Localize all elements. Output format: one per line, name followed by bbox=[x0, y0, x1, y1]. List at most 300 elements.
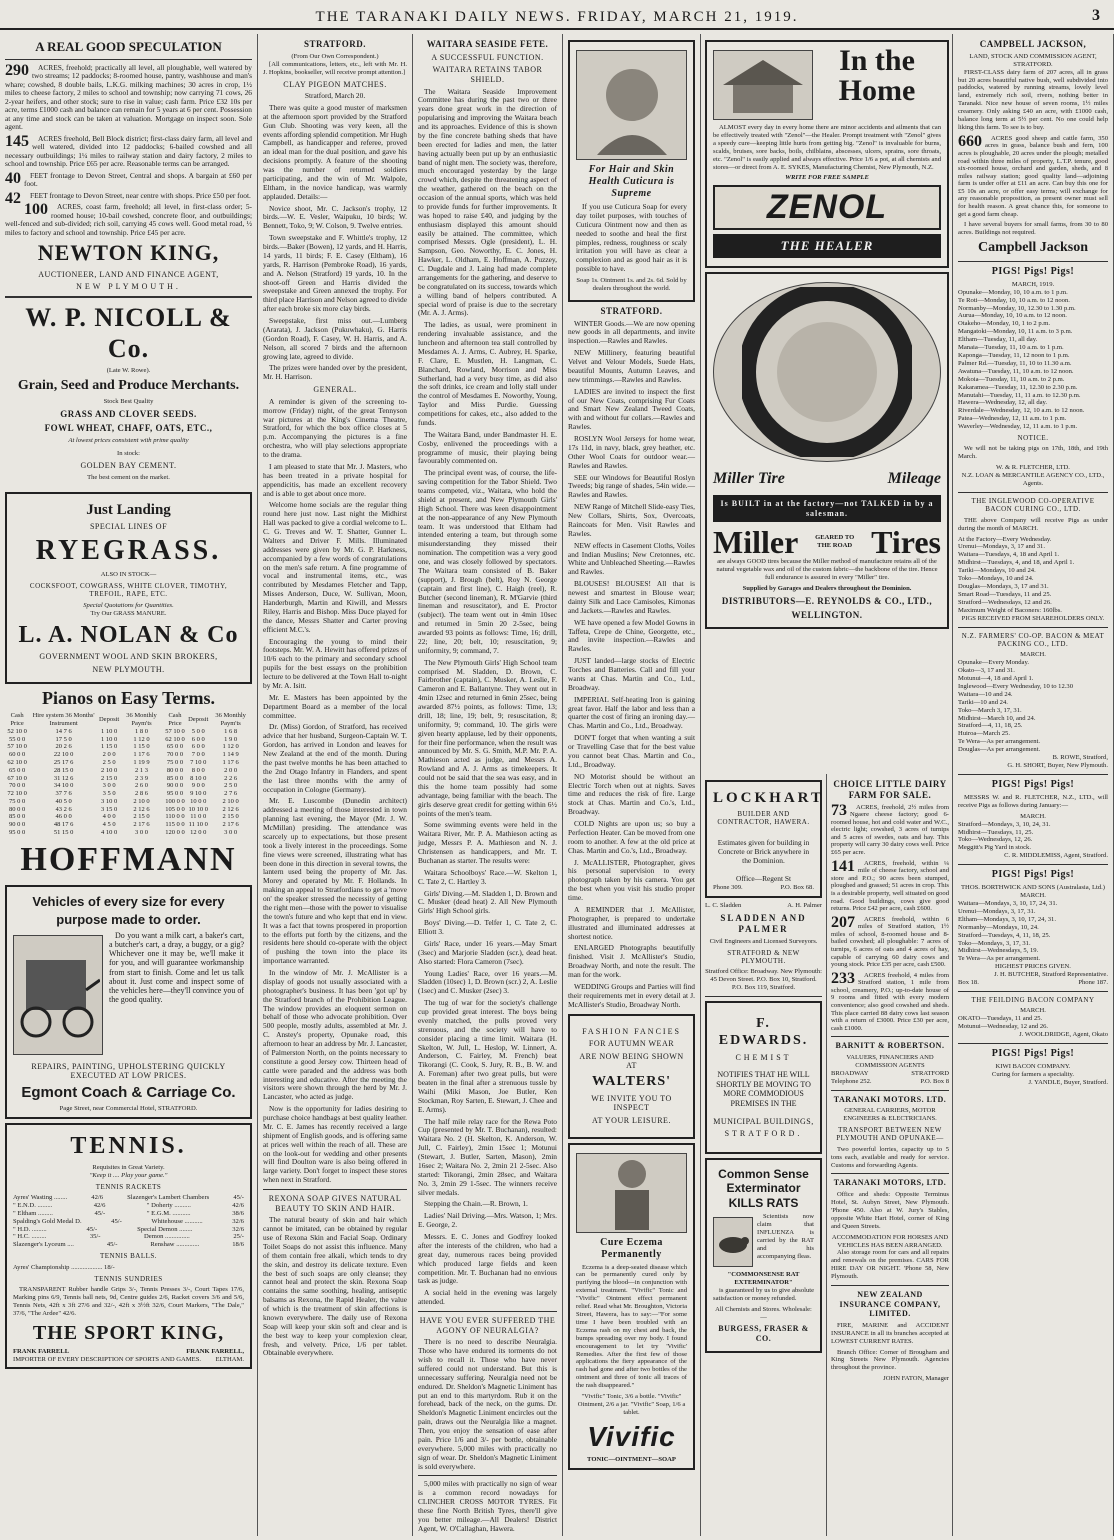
racket-cell: 45/- bbox=[106, 1241, 118, 1249]
farrell-right: FRANK FARRELL, bbox=[186, 1347, 244, 1355]
waitara-paragraph: Girls' Race, under 16 years.—May Smart (3sec) and Marjorie Sladden (scr.), dead heat. Also started: Flora Cameron (7sec). bbox=[418, 938, 557, 966]
nolan-special: SPECIAL LINES OF bbox=[89, 521, 168, 531]
table-cell: 40 5 0 bbox=[55, 797, 72, 805]
insurance-name: NEW ZEALAND INSURANCE COMPANY, LIMITED. bbox=[839, 1290, 941, 1319]
table-cell: 2 1 3 bbox=[135, 766, 149, 774]
table-cell: 11 0 0 bbox=[190, 813, 207, 821]
sladden-right: A. H. Palmer bbox=[787, 902, 822, 910]
table-cell: 7 10 0 bbox=[190, 758, 207, 766]
table-row bbox=[5, 821, 252, 829]
table-cell: 3 0 0 bbox=[102, 782, 116, 790]
col5-top bbox=[701, 34, 953, 635]
miller-ad bbox=[705, 272, 949, 630]
miller-body: are always GOOD tires because the Miller method of manufacture retains all of the natural vegetable wax and oil of the custom fabric—the backbone of the tire. Hence full endurance is assured in every "Miller" tire. bbox=[716, 558, 938, 581]
table-cell: 25 17 6 bbox=[53, 758, 74, 766]
table-row bbox=[5, 798, 252, 806]
miller-logo-mid: GEARED TO THE ROAD bbox=[815, 534, 855, 550]
nz-sig-2: G. H. SHORT, Buyer, New Plymouth. bbox=[1007, 762, 1108, 769]
column-2 bbox=[258, 34, 413, 1536]
waitara-paragraph: Stepping the Chain.—R. Brown, 1. bbox=[424, 1199, 528, 1209]
pig-schedule-line: Meggitt's Pig Yard in stock. bbox=[958, 844, 1031, 852]
table-cell: 51 15 0 bbox=[53, 829, 74, 837]
edwards-name: F. EDWARDS. bbox=[718, 1016, 809, 1048]
taranaki-sub: GENERAL CARRIERS, MOTOR ENGINEERS & ELECTRICIANS. bbox=[843, 1107, 937, 1123]
table-cell: 1 10 0 bbox=[100, 735, 118, 743]
cart-icon bbox=[16, 940, 100, 1050]
edwards-place: MUNICIPAL BUILDINGS, bbox=[713, 1116, 814, 1126]
campbell-body-1: FIRST-CLASS dairy farm of 207 acres, all in grass but 20 acres beautiful native bush, well subdivided into paddocks, watered by running streams, lovely level land, extremely rich soil, rivers, nothing better in Taranaki. Nice new house of seven rooms, 1½ miles creamery. Only asking £40 an acre, with £1000 cash, balance long term at 5½ per cent. No one could help liking this farm. To see is to buy. bbox=[958, 68, 1108, 131]
zenol-title-1: In the bbox=[839, 44, 915, 77]
speculation-item: 290 ACRES, freehold; practically all level, all ploughable, well watered by two streams; 12 paddocks; 8-roomed house, pantry, washhouse and man's whare; cowshed, 8 double bails, L.K.G. milking machines; 30 acres in crop, 1½ miles to cheese factory, 2 miles to school and township; now carrying 71 cows, 26 2-year heifers, and other stock; sure to rise in value; cash farm. Price £32 10s per acre, terms £1000 cash and balance can remain for 5 years at 6 per cent. Possession at any time and stock can be taken at valuation. Mortgage on inspect soon. Sole agent. bbox=[5, 61, 252, 132]
pigs-4-sig: J. YANDLE, Buyer, Stratford. bbox=[1028, 1078, 1108, 1086]
table-cell: 34 10 0 bbox=[53, 782, 74, 790]
table-cell: 2 5 0 bbox=[102, 758, 116, 766]
edwards-ad bbox=[705, 1001, 822, 1154]
clay-paragraph: Novice shoot, Mr. C. Jackson's trophy, 12 birds.—W. E. Vesler, Waipuku, 10 birds; W. Bennett, Toko, 9; W. Colson, 9. Twelve entries. bbox=[263, 203, 407, 231]
table-cell: 115 0 0 bbox=[165, 821, 185, 829]
pig-schedule-line: Midhirst—Tuesdays, 4, and 18, and April 1. bbox=[958, 559, 1075, 567]
page-number: 3 bbox=[1092, 7, 1100, 24]
table-row bbox=[5, 736, 252, 744]
racket-cell: Whitehouse ........... bbox=[151, 1217, 203, 1225]
waitara-paragraph: The principal event was, of course, the life-saving competition for the Tabor Shield. Two teams competed, viz., Waitara, who hold the shield at present, and New Plymouth Girls' High School. There was keen disappointment at the non-appearance of any New Plymouth team. It was understood that Eltham had intended entering a team, but through some misunderstanding they missed their nomination. The competition was a very good one, and was closely followed by spectators. The Waitara team consisted of B. Baker (support), J. Brough (belt), Roy N. George (captain and first line), C. Haigh (reel), R. Butcher (second lineman), R. M'Garvie (third lineman and resuscitator), and E. Proctor (subject). The team went out in 4min 10sec and returned in 5min 20 2-5sec, being awarded 93 points as follows: Time, 16; drill, 22; line, 20; belt, 10; resuscitation, 9; uniformity, 9; command, 7. bbox=[418, 468, 557, 655]
clay-paragraph: There was quite a good muster of marksmen at the afternoon sport provided by the Stratford Gun Club. Shooting was very keen, all the events affording splendid competition. Mr Hugh Campbell, as handicapper and referee, proved an ideal man for the dual position, and gave his decisions promptly. A feature of the shooting was the number of returned soldiers participating, and the win of Mr. Walpole, Eltham, in the novice handicap, was warmly applauded. Details:— bbox=[263, 102, 407, 201]
column-5 bbox=[701, 34, 953, 1536]
pigs-2-list bbox=[958, 821, 1108, 853]
lockhart-sub: BUILDER AND CONTRACTOR, HAWERA. bbox=[717, 810, 810, 827]
pig-schedule-line: Opunake—Monday, 10, 10 a.m. to 1 p.m. bbox=[958, 288, 1068, 296]
waitara-paragraph: Waitara Schoolboys' Race.—W. Skelton 1, C. Tate 2, C. Hartley 3. bbox=[418, 867, 557, 886]
newton-king-name: NEWTON KING, bbox=[37, 240, 220, 266]
notice-body: We will not be taking pigs on 17th, 18th, and 19th March. bbox=[958, 445, 1108, 461]
rexona-heading: REXONA SOAP GIVES NATURAL BEAUTY TO SKIN AND HAIR. bbox=[268, 1194, 402, 1213]
pianos-ad bbox=[5, 688, 252, 881]
general-paragraph: Dr. (Miss) Gordon, of Stratford, has received advice that her husband, Surgeon-Captain W. T. Gordon, has arrived in London and leaves for New Zealand at the end of the month. During the past twelve months he has been attached to the 2nd Otago Infantry in Flanders, and spent the last three months with the army of occupation in Cologne (Germany). bbox=[263, 722, 407, 794]
zenol-healer: THE HEALER bbox=[713, 234, 941, 258]
classified-item: BLOUSES! BLOUSES! All that is newest and smartest in Blouse wear; dainty Silk and Lace Camisoles, Kimonas and Jackets.—Rawles and Rawles. bbox=[568, 579, 695, 615]
sladden-firm: SLADDEN AND PALMER bbox=[720, 913, 807, 934]
pigs-1-list bbox=[958, 289, 1108, 431]
column-4 bbox=[563, 34, 701, 1536]
table-cell: 95 0 0 bbox=[166, 790, 184, 798]
stratford-ads-heading: STRATFORD. bbox=[600, 305, 663, 316]
campbell-num: 660 bbox=[958, 132, 982, 150]
zenol-body: ALMOST every day in every home there are minor accidents and ailments that can be effectively treated with "Zenol"—the Healer. Prompt treatment with "Zenol" gives a speedy cure—keeping little hurts from getting big. "Zenol" is invaluable for burns, scalds, bruises, sore backs, boils, chilblains, abscesses, ulcers, sprains, sore throats, etc. "Zenol" is easily applied and always effective. Price 1/6 a pot, at all chemists and stores—or direct from A. E. SYKES, Manufacturing Chemist, New Plymouth, N.Z. bbox=[713, 124, 941, 171]
woman-portrait-illustration bbox=[576, 50, 687, 160]
table-cell: 37 7 6 bbox=[55, 790, 72, 798]
table-cell: 2 17 6 bbox=[133, 821, 150, 829]
pigs-3-prices: HIGHEST PRICES GIVEN. bbox=[995, 963, 1071, 971]
racket-row bbox=[13, 1210, 244, 1218]
pig-schedule-line: Kaponga—Tuesday, 11, 12 noon to 1 p.m. bbox=[958, 351, 1070, 359]
pig-schedule-line: Stratford—Mondays, 3, 10, 24, 31. bbox=[958, 820, 1051, 828]
classified-item: NEW effects in Casement Cloths, Voiles and Indian Muslins; New Cretonnes, etc. White and Unbleached Sheeting.—Rawles and Rawles. bbox=[568, 540, 695, 577]
table-cell: 95 0 0 bbox=[8, 829, 26, 837]
pig-schedule-line: OKATO—Tuesdays, 11 and 25. bbox=[958, 1015, 1043, 1023]
pianos-price-table: Cash Price Hire system 36 Months' Instrument Deposit 36 Monthly Paym'ts Cash Price Deposit 36 Monthly Paym'ts 52 10 0 14 7 6 1 10 0 1 8 0 57 10 0 5 0 0 1 6 8 55 0 0 17 5 0 1 10 0 1 12 0 62 10 0 6 0 0 1 9 0 57 10 0 20 2 6 1 15 0 1 15 0 65 0 0 6 0 0 1 12 0 60 0 0 22 10 0 2 0 0 1 17 6 70 0 0 7 0 0 1 14 9 62 10 0 25 17 6 2 5 0 1 19 9 75 0 0 7 10 0 1 17 6 65 0 0 28 15 0 2 10 0 2 1 3 80 0 0 8 0 0 2 0 0 67 10 0 31 12 6 2 15 0 2 3 9 85 0 0 8 10 0 2 2 6 70 0 0 34 10 0 3 0 0 2 6 0 90 0 0 9 0 0 2 5 0 72 10 0 37 7 6 3 5 0 2 8 6 95 0 0 9 10 0 2 7 6 75 0 0 40 5 0 3 10 0 2 10 0 100 0 0 10 0 0 2 10 0 80 0 0 43 2 6 3 15 0 2 12 6 105 0 0 10 10 0 2 12 6 85 0 0 46 0 0 4 0 0 2 15 0 110 0 0 11 0 0 2 15 0 90 0 0 48 17 6 4 5 0 2 17 6 115 0 0 11 10 0 2 17 6 95 0 0 51 15 0 4 10 0 3 0 0 120 0 0 12 0 0 3 0 0 bbox=[5, 712, 252, 837]
racket-cell: Slazenger's Lyceum .... bbox=[13, 1241, 74, 1249]
table-cell: 4 10 0 bbox=[100, 829, 118, 837]
pig-schedule-line: Stratford—Tuesdays, 4, 11, 18, 25. bbox=[958, 931, 1051, 939]
racket-row bbox=[13, 1202, 244, 1210]
table-cell: 62 10 0 bbox=[165, 735, 185, 743]
classified-item: J. McALLISTER, Photographer, gives his personal supervision to every photograph taken by his camera. You get the best when you visit his studio proper time. bbox=[568, 857, 695, 903]
masthead-title: THE TARANAKI DAILY NEWS. FRIDAY, MARCH 21, 1919. bbox=[315, 9, 799, 25]
classified-item: A REMINDER that J. McAllister, Photographer, is prepared to undertake illustrated and illuminated addresses at shortest notice. bbox=[568, 904, 695, 941]
table-cell: 85 0 0 bbox=[8, 813, 26, 821]
racket-cell: 32/6 bbox=[232, 1217, 244, 1225]
table-cell: 12 0 0 bbox=[190, 829, 207, 837]
general-paragraph: In the window of Mr. J. McAllister is a display of goods not usually associated with a photographer's business. It has been 'got up' by the Stratford branch of the Prohibition League. The window provides an eloquent sermon on behalf of those who advocate prohibition. Over 500 people, mostly adults, assembled at Mr. J. C. Anstey's property, Opunake road, this afternoon to hear an address by Mr. J. Lancaster, of Palmerston North, on the points necessary to constitute a good Jersey cow. Thirteen head of cattle were paraded and the address was both interesting and educative. After the meeting the visitors were shown through the herd by Mr. J. Lancaster, who acted as judge. bbox=[263, 968, 407, 1102]
table-cell: 65 0 0 bbox=[8, 766, 26, 774]
table-cell: 1 10 0 bbox=[100, 727, 118, 735]
lockhart-ad bbox=[705, 780, 822, 898]
table-cell: 2 3 9 bbox=[135, 774, 149, 782]
pig-schedule-line: Aurua—Monday, 10, 10 a.m. to 12 noon. bbox=[958, 312, 1067, 320]
pig-schedule-line: Douglas—As per arrangement. bbox=[958, 746, 1041, 754]
racket-row bbox=[13, 1218, 244, 1226]
racket-cell: " Eltham ......... bbox=[13, 1209, 53, 1217]
racket-cell: " E.G.M. ........... bbox=[146, 1209, 191, 1217]
notice-heading: NOTICE. bbox=[1017, 434, 1049, 443]
taranaki2-body: Office and sheds: Opposite Terminus Hotel, St. Aubyn Street, New Plymouth. 'Phone 450. Also at W. Jury's Stables, opposite White Hart Hotel, corner of King and Queen Streets. bbox=[831, 1191, 949, 1230]
inglewood-receive: PIGS RECEIVED FROM SHAREHOLDERS ONLY. bbox=[961, 614, 1105, 622]
rat-exterminator-ad bbox=[705, 1158, 822, 1353]
tyres-note: 5,000 miles with practically no sign of wear is a common record nowadays for CLINCHER CROSS MOTOR TYRES. Fit these fine North British Tyres, there'll give you better mileage.—All Dealers! District Agent, W. O'Callaghan, Hawera. bbox=[418, 1479, 557, 1533]
pigs-3-firm: THOS. BORTHWICK AND SONS (Australasia, Ltd.) bbox=[961, 884, 1105, 892]
table-cell: 6 0 0 bbox=[191, 743, 205, 751]
table-cell: 2 7 6 bbox=[224, 790, 238, 798]
waitara-paragraph: The ladies, as usual, were prominent in rendering invaluable assistance, and the luncheon and afternoon tea stall controlled by Mesdames A. J. Arms, C. Aubrey, H. Sparke, F. Clare, E. Mustlen, H. Langman, C. Blanchard, Rowland, Morrison and Miss Sutherland, had a very busy time, as did also the soft drinks, ice cream and lolly stall under the control of Mesdames E. Noworthy, Young, Taylor and Miss Purdie. Guessing competitions for cakes, etc., also added to the funds. bbox=[418, 320, 557, 427]
pigs-3-sig: J. H. BUTCHER, Stratford Representative. bbox=[994, 971, 1108, 979]
waitara-sub-2: WAITARA RETAINS TABOR SHIELD. bbox=[432, 65, 543, 84]
dairy-heading: CHOICE LITTLE DAIRY FARM FOR SALE. bbox=[833, 779, 947, 800]
table-cell: 10 10 0 bbox=[188, 805, 208, 813]
racket-cell: " H.D. ......... bbox=[13, 1225, 47, 1233]
fashion-line-4: WE INVITE YOU TO INSPECT bbox=[591, 1093, 672, 1113]
nicoll-lowest: At lowest prices consistent with prime quality bbox=[68, 436, 189, 444]
clay-dateline: Stratford, March 20. bbox=[304, 91, 366, 101]
pig-schedule-line: Awatuna—Tuesday, 11, 10 a.m. to 12 noon. bbox=[958, 367, 1074, 375]
table-cell: 80 0 0 bbox=[8, 805, 26, 813]
taranaki-transport: TRANSPORT BETWEEN NEW PLYMOUTH AND OPUNAKE— bbox=[836, 1125, 944, 1143]
tennis-ad bbox=[5, 1123, 252, 1369]
dairy-item: 233 ACRES freehold, 4 miles from Stratford station, 1 mile from school, creamery, P.O.; up-to-date house of 9 rooms and fitted with every modern convenience; also good cowshed and sheds. This place carried 88 dairy cows last season with a return of £3000. Price £30 per acre, cash £1000. bbox=[831, 969, 949, 1032]
pig-schedule-line: Tariki—10 and 24. bbox=[958, 698, 1008, 706]
rats-name: "COMMONSENSE RAT EXTERMINATOR" bbox=[727, 1271, 800, 1286]
racket-cell: " E.N.D. ......... bbox=[13, 1201, 53, 1209]
table-cell: 2 10 0 bbox=[133, 797, 150, 805]
campbell-sub: LAND, STOCK AND COMMISSION AGENT, STRATFORD. bbox=[969, 52, 1097, 68]
table-cell: 75 0 0 bbox=[8, 797, 26, 805]
table-cell: 8 0 0 bbox=[191, 766, 205, 774]
nolan-name: L. A. NOLAN & Co bbox=[18, 621, 239, 648]
waitara-paragraph: The Waitara Band, under Bandmaster H. E. Cosby, enlivened the proceedings with a programme of music, their playing being favourably commented on. bbox=[418, 429, 557, 466]
rat-icon bbox=[715, 1227, 751, 1257]
waitara-paragraph: The New Plymouth Girls' High School team comprised M. Sladden, D. Brown, C. Fairbrother (captain), C. Musker, A. Leslie, F. Cameron and E. Ballantyne. They went out in 4min 12sec and returned in 6min 25sec, being awarded 87½ points, as follows: Time, 13; drill, 18; line, 19; belt, 9; resuscitation, 8; uniformity, 9; command, 10. The girls were given hearty applause, led by their opponents, for their fine performance, when the result was announced by Mr. S. G. Smith, M.P. Mr. P. A. Mathieson acted as judge, and Messrs A. Rowland and A. J. Arms as timekeepers. It could not be said that the sea was easy, and in this the home team possibly had some advantage, being familiar with the beach. The girls deserve great credit for getting within 6½ points of the men's team. bbox=[418, 657, 557, 818]
rats-guarantee: is guaranteed by us to give absolute satisfaction or money refunded. bbox=[713, 1286, 814, 1302]
inglewood-heading: THE INGLEWOOD CO-OPERATIVE BACON CURING CO., LTD. bbox=[971, 496, 1095, 514]
racket-cell: 25/- bbox=[233, 1233, 244, 1241]
farrell-right-2: ELTHAM. bbox=[215, 1355, 244, 1363]
table-cell: 1 6 8 bbox=[224, 727, 238, 735]
table-cell: 62 10 0 bbox=[7, 758, 27, 766]
table-cell: 2 5 0 bbox=[224, 782, 238, 790]
table-cell: 17 5 0 bbox=[55, 735, 72, 743]
pigs-2-sig: C. R. MIDDLEMISS, Agent, Stratford. bbox=[1004, 852, 1108, 860]
col5-right-sub bbox=[827, 774, 953, 1536]
table-cell: 9 10 0 bbox=[190, 790, 207, 798]
sladden-towns: STRATFORD & NEW PLYMOUTH. bbox=[727, 948, 800, 965]
table-cell: 65 0 0 bbox=[166, 743, 184, 751]
portrait-icon bbox=[587, 55, 677, 155]
edwards-town: STRATFORD. bbox=[724, 1129, 803, 1139]
waitara-paragraph: Messrs. E. C. Jones and Godfrey looked after the interests of the children, who had a great day, numerous races being provided which produced large fields and keen competition. Mr. T. Buchanan had no envious task as judge. bbox=[418, 1232, 557, 1286]
pig-schedule-line: Hawera—Wednesday, 12, all day. bbox=[958, 399, 1048, 407]
table-cell: 1 17 6 bbox=[222, 758, 239, 766]
sport-king-heading: THE SPORT KING, bbox=[32, 1321, 225, 1344]
table-cell: 2 0 0 bbox=[224, 766, 238, 774]
table-cell: 2 15 0 bbox=[100, 774, 118, 782]
zenol-brand: ZENOL bbox=[713, 185, 941, 230]
pig-schedule-line: Huiroa—March 25. bbox=[958, 730, 1011, 738]
miller-logo-right: Tires bbox=[871, 524, 941, 561]
table-cell: 2 10 0 bbox=[222, 797, 239, 805]
racket-cell: Ayres' Wasting ........ bbox=[13, 1193, 68, 1201]
table-row bbox=[5, 751, 252, 759]
nicoll-fowl: FOWL WHEAT, CHAFF, OATS, ETC., bbox=[44, 422, 213, 433]
pig-schedule-line: Midhirst—Wednesdays, 5, 19. bbox=[958, 947, 1039, 955]
table-cell: 2 6 0 bbox=[135, 782, 149, 790]
pig-schedule-line: Toko—Wednesdays, 12, 26. bbox=[958, 836, 1033, 844]
sladden-sub: Civil Engineers and Licensed Surveyors. bbox=[709, 937, 818, 945]
farrell-left-2: IMPORTER OF EVERY DESCRIPTION OF SPORTS AND GAMES. bbox=[13, 1355, 202, 1363]
pig-schedule-line: Patea—Wednesday, 12, 11 a.m. to 1 p.m. bbox=[958, 415, 1067, 423]
table-cell: 8 10 0 bbox=[190, 774, 207, 782]
pig-schedule-line: Manaia—Tuesday, 11, 10 a.m. to 1 p.m. bbox=[958, 344, 1064, 352]
zenol-ad bbox=[705, 40, 949, 268]
nolan-town: NEW PLYMOUTH. bbox=[92, 664, 165, 674]
table-cell: 105 0 0 bbox=[165, 805, 185, 813]
miller-tire: Miller Tire bbox=[713, 469, 785, 487]
pig-schedule-line: Urenui—Mondays, 3, 17, 31. bbox=[958, 907, 1036, 915]
pig-schedule-line: Waitara—Mondays, 3, 10, 17, 24, 31. bbox=[958, 899, 1058, 907]
table-cell: 3 0 0 bbox=[135, 829, 149, 837]
racket-row bbox=[13, 1241, 244, 1249]
notice-firm: W. & R. FLETCHER, LTD. bbox=[996, 464, 1070, 472]
table-cell: 85 0 0 bbox=[166, 774, 184, 782]
table-cell: 57 10 0 bbox=[165, 727, 185, 735]
vivific-ad bbox=[568, 1143, 695, 1471]
pig-schedule-line: Te Wera—As per arrangement. bbox=[958, 738, 1041, 746]
tennis-sub: Requisites in Great Variety. bbox=[92, 1163, 165, 1171]
nz-farmers-heading: N.Z. FARMERS' CO-OP. BACON & MEAT PACKING CO., LTD. bbox=[961, 631, 1105, 648]
miller-built: Is BUILT in at the factory—not TALKED in by a salesman. bbox=[713, 495, 941, 522]
general-heading: GENERAL. bbox=[313, 385, 357, 395]
table-cell: 1 9 0 bbox=[224, 735, 238, 743]
table-cell: 2 0 0 bbox=[102, 751, 116, 759]
inglewood-body: THE above Company will receive Pigs as under during the month of MARCH. bbox=[958, 516, 1108, 532]
racket-cell: 18/6 bbox=[232, 1241, 244, 1249]
sundries-body: TRANSPARENT Rubber handle Grips 3/-, Tennis Presses 3/-, Court Tapes 17/6, Marking pins 6/9, Tennis ball nets, 9d, Centre guides 2/6, Racket covers 3/6 and 5/6, Tennis Nets, 42ft x 3ft 27/6 and 32/-, 42ft x 3½ft 32/6, Court Markers, "The Dale," 37/6, "The Ardee" 42/6. bbox=[13, 1285, 244, 1317]
racket-cell: 45/- bbox=[111, 1217, 122, 1225]
table-cell: 4 0 0 bbox=[102, 813, 116, 821]
dairy-item: 73 ACRES, freehold, 2½ miles from Ngaere cheese factory; good 6-roomed house, hot and cold water and W.C., electric light; cowshed, 3 acres of turnips and 5 acres of swedes, oats and hay. This property will carry 30 dairy cows well. Price £65 per acre. bbox=[831, 801, 949, 857]
nz-month: MARCH. bbox=[1020, 651, 1046, 659]
inglewood-list bbox=[958, 536, 1108, 607]
pig-schedule-line: Waverley—Wednesday, 12, 11 a.m. to 1 p.m. bbox=[958, 423, 1078, 431]
campbell-signature: Campbell Jackson bbox=[977, 240, 1089, 256]
lockhart-office: Office—Regent St bbox=[735, 874, 792, 884]
nicoll-late: (Late W. Rowe). bbox=[106, 367, 151, 375]
pig-schedule-line: Tariki—Mondays, 10 and 24. bbox=[958, 567, 1036, 575]
barnitt-name: BARNITT & ROBERTSON. bbox=[835, 1041, 945, 1051]
waitara-paragraph: The Waitara Seaside Improvement Committee has during the past two or three years done great work in the direction of popularising and improving the Waitara beach and its approaches. Evidence of this is shown by the fine concrete bathing sheds that have been erected for ladies and men, the latter having actually been put up by an enthusiastic band of night men. The society was, therefore, much encouraged yesterday by the large crowd which, despite the threatening aspect of the weather, gathered on the beach on the occasion of the annual sports, which was held to provide funds for further improvements. It was hoped to raise £40, and judging by the enthusiasm displayed this amount should easily be attained. The committee, which comprised Messrs. Ogle (president), L. H. Sampson, Geo. Noworthy, E. C. Jones, H. Hawker, L. Oldham, E. Hoffman, A. Puzzey, C. Dugdale and J. Laing had made complete arrangements for the gathering, and deserve to be congratulated on its success, towards which a willing band of helpers contributed. A special word of praise is due to the secretary (Mr. A. J. Arms). bbox=[418, 86, 557, 318]
waitara-paragraph: A social held in the evening was largely attended. bbox=[418, 1288, 557, 1307]
rats-heading: Common Sense Exterminator KILLS RATS bbox=[718, 1166, 809, 1210]
table-cell: 2 12 6 bbox=[133, 805, 150, 813]
miller-mileage: Mileage bbox=[887, 469, 941, 487]
table-cell: 1 17 6 bbox=[133, 751, 150, 759]
pig-schedule-line: Palmer Rd.—Tuesday, 11, 10 to 11.30 a.m. bbox=[958, 359, 1072, 367]
waitara-paragraph: Some swimming events were held in the Waitara River, Mr. P. A. Mathieson acting as judge, Messrs P. A. Mathieson and N. J. Christensen as handicappers, and Mr. T. Buchanan as starter. The results were: bbox=[418, 820, 557, 865]
egmont-ad bbox=[5, 885, 252, 1119]
column-3 bbox=[413, 34, 563, 1536]
rats-body: Scientists now claim that INFLUENZA is carried by the RAT and his accompanying fleas. bbox=[757, 1213, 814, 1260]
racket-cell: 42/6 bbox=[232, 1201, 244, 1209]
egmont-repairs: REPAIRS, PAINTING, UPHOLSTERING QUICKLY EXECUTED AT LOW PRICES. bbox=[31, 1061, 226, 1081]
nicoll-ad bbox=[5, 302, 252, 482]
classified-item: JUST landed—large stocks of Electric Torches and Batteries. Call and fill your wants at Chas. Martin and Co., Ltd., Broadway. bbox=[568, 656, 695, 692]
speculation-heading: A REAL GOOD SPECULATION bbox=[35, 39, 222, 54]
rats-sold: All Chemists and Stores. Wholesale:— bbox=[715, 1305, 812, 1321]
nicoll-instock: In stock: bbox=[117, 450, 140, 458]
insurance-body: FIRE, MARINE and ACCIDENT INSURANCE in all its branches accepted at LOWEST CURRENT RATES. bbox=[831, 1321, 949, 1345]
pigs-3-month: MARCH. bbox=[1020, 892, 1046, 900]
insurance-manager: JOHN FATON, Manager bbox=[883, 1375, 949, 1383]
racket-cell: " H.C. ......... bbox=[13, 1233, 47, 1241]
masthead bbox=[0, 0, 1114, 30]
notice-agents: Agents. bbox=[1022, 480, 1044, 488]
waitara-sub: A SUCCESSFUL FUNCTION. bbox=[431, 52, 544, 62]
general-paragraph: I am pleased to state that Mr. J. Masters, who has been treated in a private hospital for appendicitis, has made an excellent recovery and is able to get about once more. bbox=[263, 461, 407, 498]
general-paragraph: Encouraging the young to mind their footsteps. Mr. W. A. Hewitt has offered prizes of 10/6 each to the primary and secondary school pupils for the best essays on the prohibition lecture to be delivered at the Town Hall to-night by Mr. A. Isitt. bbox=[263, 636, 407, 690]
clay-paragraph: The prizes were handed over by the president, Mr. H. Harrison. bbox=[263, 363, 407, 382]
table-cell: 2 10 0 bbox=[100, 766, 118, 774]
racket-cell: 45/- bbox=[94, 1209, 106, 1217]
speculation-item: 40 FEET frontage to Devon Street, Central and shops. A bargain at £60 per foot. bbox=[5, 169, 252, 189]
egmont-heading-1: Vehicles of every size for every bbox=[32, 893, 225, 909]
pig-schedule-line: Kakaramea—Tuesday, 11, 12.30 to 2.30 p.m. bbox=[958, 383, 1078, 391]
table-cell: 46 0 0 bbox=[55, 813, 72, 821]
table-cell: 1 8 0 bbox=[135, 727, 149, 735]
sladden-ad bbox=[705, 902, 822, 992]
neuralgia-heading: HAVE YOU EVER SUFFERED THE AGONY OF NEURALGIA? bbox=[419, 1316, 556, 1335]
classified-item: DON'T forget that when wanting a suit or Travelling Case that for the best value you cannot beat Chas. Martin and Co., Ltd., Broadway. bbox=[568, 733, 695, 769]
feilding-month: MARCH. bbox=[1020, 1007, 1046, 1015]
tire-icon bbox=[742, 287, 912, 457]
table-cell: 3 0 0 bbox=[224, 829, 238, 837]
general-paragraph: Mr. E. Luscombe (Dunedin architect) addressed a meeting of those interested in town planning last evening, the Mayor (Mr. J. W. McMillan) presiding. The attendance was scarcely up to expectations, but those present took a lively interest in the proceedings. Some fine views were screened, illustrating what has been done in this direction in several towns, the lantern used being the property of Mr. Jas. Morey and operated by Mr. F. Hollands. In making an appeal to Stratfordians to get a 'move on' the speaker stressed the necessity of getting the right men—those with the power to visualise the town's future and who kept that end in view. It was a fact that towns prospered in proportion to the efforts put forth by the citizens, and the residents here should co-operate with the object of pushing the town into the place its importance warranted. bbox=[263, 796, 407, 966]
racket-cell: 45/- bbox=[86, 1225, 98, 1233]
classified-item: SEE our Windows for Beautiful Roslyn Tweeds; big range of shades, 54in wide.—Rawles and Rawles. bbox=[568, 472, 695, 500]
hoffmann-brand: HOFFMANN bbox=[20, 840, 237, 878]
table-cell: 2 12 6 bbox=[222, 805, 239, 813]
table-cell: 120 0 0 bbox=[165, 829, 185, 837]
nicoll-best-cement: The best cement on the market. bbox=[87, 473, 170, 481]
sundries-heading: TENNIS SUNDRIES bbox=[94, 1274, 163, 1283]
zenol-title-2: Home bbox=[838, 74, 916, 107]
pigs-3-phone: Phone 187. bbox=[1078, 979, 1108, 987]
column-6 bbox=[953, 34, 1114, 1536]
racket-cell: Spalding's Gold Medal D. bbox=[13, 1217, 82, 1225]
table-row bbox=[5, 829, 252, 837]
nolan-quotations: Special Quotations for Quantities. bbox=[83, 601, 174, 609]
man-illustration bbox=[576, 1153, 687, 1233]
campbell-body-2: ACRES good sheep and cattle farm, 350 acres in grass, balance bush and fern, 100 acres is ploughable, 20 acres under the plough; metalled road within three miles of property, L.T.P. tenure, good six-roomed house, orchard and garden, sheds, and 8 miles railway station; good quality land—adjoining farm is under offer at £11 an acre. Can buy this one for £5 10s an acre, or offer easy terms; will exchange for any reasonable proposition, as present owner must sell for health reason. A great chance this, for someone to get a good farm cheap. bbox=[958, 134, 1108, 218]
table-cell: 5 0 0 bbox=[191, 727, 205, 735]
eczema-price: "Vivific" Tonic, 3/6 a bottle. "Vivific" Ointment, 2/6 a jar. "Vivific" Soap, 1/6 a tablet. bbox=[577, 1393, 686, 1416]
speculation-item: 100 ACRES, coast farm, freehold; all level, in first-class order; 5-roomed house; 10-bail cowshed, concrete floor, and outbuildings; well-fenced and sub-divided; rich soil, carrying 45 cows well. Good metal road, ½ miles to factory and school and township. Price £45 per acre. bbox=[5, 201, 252, 237]
table-row bbox=[5, 806, 252, 814]
table-cell: 4 5 0 bbox=[102, 821, 116, 829]
newton-king-town: NEW PLYMOUTH. bbox=[76, 282, 181, 292]
racket-row bbox=[13, 1226, 244, 1234]
racket-cell: 42/6 bbox=[93, 1201, 106, 1209]
nolan-landing: Just Landing bbox=[86, 501, 171, 518]
racket-cell: 35/- bbox=[89, 1233, 101, 1241]
feilding-sig: J. WOOLDRIDGE, Agent, Okato bbox=[1019, 1031, 1108, 1039]
nicoll-tagline: Grain, Seed and Produce Merchants. bbox=[17, 378, 240, 394]
pig-schedule-line: Mokoia—Tuesday, 11, 10 a.m. to 2 p.m. bbox=[958, 375, 1065, 383]
barnitt-tel: Telephone 252. bbox=[831, 1077, 872, 1085]
zenol-write: WRITE FOR FREE SAMPLE bbox=[785, 174, 869, 182]
waitara-paragraph: The tug of war for the society's challenge cup provided great interest. The boys being evenly matched, the pulls proved very strenuous, and the society will have to consider placing a time limit. Waitara (H. Skelton, W. Jull, L. Heslop, W. Linnert, A. Anderson, C. Fairley, M. French) beat Tikorangi (C. Cook, S. Jury, R. B., B. W. and A. Foreman) after two great pulls, but were beaten in the final after a strenuous tussle by Waihi (Miki Mason, Joe Butler, Ken Stockman, Roy Sarten, E. Stewart, J. Chee and E. Arms). bbox=[418, 998, 557, 1114]
table-cell: 31 12 6 bbox=[53, 774, 74, 782]
table-row bbox=[5, 728, 252, 736]
vivific-brand: Vivific bbox=[587, 1420, 676, 1452]
cuticura-ad bbox=[568, 40, 695, 302]
table-cell: 10 0 0 bbox=[190, 797, 207, 805]
nicoll-golden: GOLDEN BAY CEMENT. bbox=[80, 461, 177, 471]
pigs-2-month: MARCH. bbox=[1020, 812, 1046, 820]
rat-illustration bbox=[713, 1217, 753, 1267]
table-row bbox=[5, 767, 252, 775]
sladden-offices: Stratford Office: Broadway. New Plymouth: 45 Devon Street. P.O. Box 10, Stratford. P.O. Box 119, Stratford. bbox=[705, 968, 822, 992]
table-cell: 9 0 0 bbox=[191, 782, 205, 790]
racket-cell: Special Demon ........ bbox=[137, 1225, 193, 1233]
notice-firm-2: N.Z. LOAN & MERCANTILE AGENCY CO., LTD., bbox=[961, 472, 1105, 480]
egmont-name: Egmont Coach & Carriage Co. bbox=[21, 1084, 236, 1102]
barnitt-right: STRATFORD bbox=[911, 1069, 949, 1077]
pig-schedule-line: Eltham—Mondays, 3, 10, 17, 24, 31. bbox=[958, 915, 1056, 923]
table-cell: 1 15 0 bbox=[133, 743, 150, 751]
feilding-heading: THE FEILDING BACON COMPANY bbox=[971, 995, 1095, 1004]
rats-agent: BURGESS, FRASER & CO. bbox=[718, 1324, 809, 1344]
barnitt-box: P.O. Box 8 bbox=[920, 1077, 949, 1085]
table-cell: 3 10 0 bbox=[100, 797, 118, 805]
taranaki2-accom: ACCOMMODATION FOR HORSES AND VEHICLES HAS BEEN ARRANGED. bbox=[831, 1233, 949, 1249]
cuticura-heading: For Hair and Skin Health Cuticura is Supreme bbox=[588, 164, 675, 199]
fashion-line-1: FASHION FANCIES bbox=[582, 1026, 681, 1036]
table-cell: 2 17 6 bbox=[222, 821, 239, 829]
pig-schedule-line: Toko—March 3, 17, 31. bbox=[958, 706, 1022, 714]
table-row bbox=[5, 743, 252, 751]
figure-icon bbox=[597, 1156, 667, 1230]
nicoll-grass: GRASS AND CLOVER SEEDS. bbox=[60, 408, 197, 419]
pig-schedule-line: Riverdale—Wednesday, 12, 10 a.m. to 12 noon. bbox=[958, 407, 1085, 415]
pig-schedule-line: Normanby—Monday, 10, 12.30 to 1.30 p.m. bbox=[958, 304, 1076, 312]
